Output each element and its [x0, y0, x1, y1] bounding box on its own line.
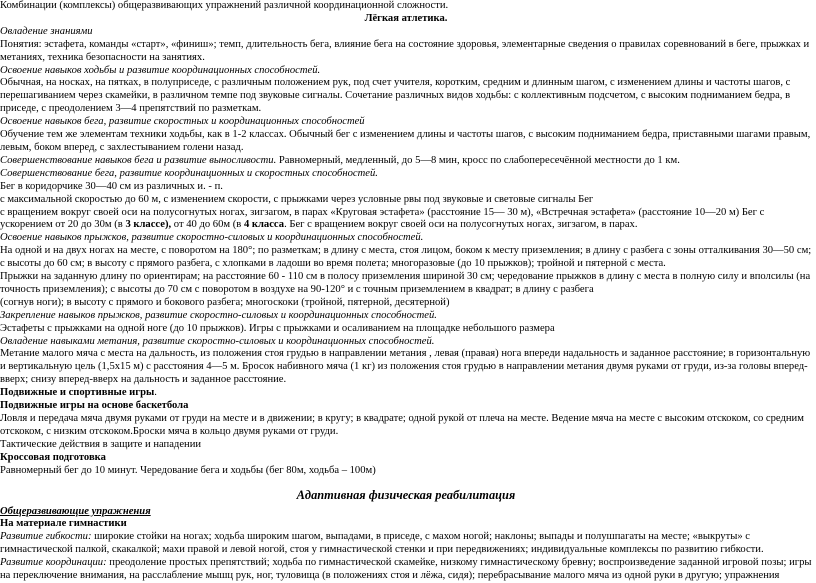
coord-label: Развитие координации: [0, 557, 107, 569]
flex-text: широкие стойки на ногах; ходьба широким шагом, выпадами, в приседе, с махом ногой; наклоны; выпады и полушпагаты на месте; «выкруты» с гимнастической палкой, скакалкой; махи правой и левой ногой, стоя у гимнастической стенки и при передвижениях; индивидуальные комплексы по развитию гибкости. [0, 531, 764, 556]
basketball-text-2: Тактические действия в защите и нападении [0, 438, 202, 450]
speed-line-1: Бег в коридорчике 30—40 см из различных и. - п. [0, 180, 223, 192]
cross-title: Кроссовая подготовка [0, 451, 106, 463]
endurance-text: Равномерный, медленный, до 5—8 мин, кросс по слабопересечённой местности до 1 км. [276, 154, 680, 166]
walking-label: Освоение навыков ходьбы и развитие координационных способностей. [0, 64, 321, 76]
throw-label: Овладение навыками метания, развитие скоростно-силовых и координационных способностей. [0, 335, 435, 347]
adaptive-title: Адаптивная физическая реабилитация [296, 487, 516, 502]
speed-bold-grade-3: 3 классе), [125, 219, 172, 231]
jump-text-3: (согнув ноги); в высоту с прямого и бокового разбега; многоскоки (тройной, пятерной, десятерной) [0, 296, 450, 308]
flex-label: Развитие гибкости: [0, 531, 92, 543]
cross-text: Равномерный бег до 10 минут. Чередование бега и ходьбы (бег 80м, ходьба – 100м) [0, 464, 376, 476]
jump-fix-label: Закрепление навыков прыжков, развитие скоростно-силовых и координационных способностей. [0, 309, 437, 321]
jump-label: Освоение навыков прыжков, развитие скоростно-силовых и координационных способностей. [0, 232, 424, 244]
basketball-title: Подвижные игры на основе баскетбола [0, 400, 189, 412]
speed-text-a: с вращением вокруг своей оси на полусогнутых ногах, зигзагом, в парах «Круговая эстафета» (расстояние 15— 30 м), «Встречная эстафета» (расстояние 10—20 м) Бег с ускорением от 20 до 30м (в [0, 206, 765, 231]
speed-bold-grade-4: 4 класса [243, 219, 285, 231]
games-title: Подвижные и спортивные игры [0, 387, 155, 399]
basketball-text-1: Ловля и передача мяча двумя руками от груди на месте и в движении; в кругу; в квадрате; одной рукой от плеча на месте. Ведение мяча на месте с высоким отскоком, со средним отскоком, с низким отскоком.Броски мяча в кольцо двумя руками от груди. [0, 413, 804, 437]
intro-line: Комбинации (комплексы) общеразвивающих упражнений различной координационной сложности. [0, 0, 449, 11]
walking-text: Обычная, на носках, на пятках, в полуприседе, с различным положением рук, под счет учителя, коротким, средним и длинным шагом, с изменением длины и частоты шагов, с перешагиванием через скамейки, в различном темпе под звуковые сигналы. Сочетание различных видов ходьбы: с коллективным подсчетом, с высоким подниманием бедра, в приседе, с преодолением 3—4 препятствий по разметкам. [0, 77, 791, 115]
games-title-tail: . [154, 387, 157, 399]
flex-paragraph [0, 531, 812, 557]
knowledge-label: Овладение знаниями [0, 25, 93, 37]
general-label: Общеразвивающие упражнения [0, 505, 151, 517]
speed-text-c: . Бег с вращением вокруг своей оси на полусогнутых ногах, зигзагом, в парах. [284, 219, 638, 231]
speed-line-2: с максимальной скоростью до 60 м, с изменением скорости, с прыжками через условные рвы под звуковые и световые сигналы Бег [0, 193, 594, 205]
knowledge-text: Понятия: эстафета, команды «старт», «финиш»; темп, длительность бега, влияние бега на состояние здоровья, элементарные сведения о правилах соревнований в беге, прыжках и метаниях, техника безопасности на занятиях. [0, 38, 810, 63]
throw-text: Метание малого мяча с места на дальность, из положения стоя грудью в направлении метания , левая (правая) нога впереди надальность и заданное расстояние; в горизонтальную и вертикальную цель (1,5х15 м) с расстояния 4—5 м. Бросок набивного мяча (1 кг) из положения стоя грудью в направлении метания двумя руками от груди, из-за головы вперед-вверх; снизу вперед-вверх на дальность и заданное расстояние. [0, 348, 811, 386]
running-label: Освоение навыков бега, развитие скоростных и координационных способностей [0, 116, 365, 128]
speed-label: Совершенствование бега, развитие координационных и скоростных способностей. [0, 167, 378, 179]
coord-text: преодоление простых препятствий; ходьба по гимнастической скамейке, низкому гимнастическому бревну; воспроизведение заданной игровой позы; игры на переключение внимания, на расслабление мышц рук, ног, туловища (в положениях стоя и лёжа, сидя); перебрасывание малого мяча из одной руки в другую; упражнения [0, 557, 812, 582]
games-heading [0, 387, 812, 400]
endurance-paragraph [0, 155, 812, 168]
jump-text-1: На одной и на двух ногах на месте, с поворотом на 180°; по разметкам; в длину с места, стоя лицом, боком к месту приземления; в длину с разбега с зоны отталкивания 30—50 см; с высоты до 60 см; в высоту с прямого разбега, с хлопками в ладоши во время полета; многоразовые (до 10 прыжков); тройной и пятерной с места. [0, 245, 812, 270]
jump-fix-text: Эстафеты с прыжками на одной ноге (до 10 прыжков). Игры с прыжками и осаливанием на площадке небольшого размера [0, 322, 555, 334]
speed-text-b: от 40 до 60м (в [171, 219, 244, 231]
gym-label: На материале гимнастики [0, 518, 127, 530]
coord-paragraph [0, 557, 812, 583]
endurance-label: Совершенствование навыков бега и развитие выносливости. [0, 154, 277, 166]
athletics-title: Лёгкая атлетика. [364, 12, 448, 24]
jump-text-2: Прыжки на заданную длину по ориентирам; на расстояние 60 - 110 см в полосу приземления шириной 30 см; чередование прыжков в длину с места в полную силу и вполсилы (на точность приземления); с высоты до 70 см с поворотом в воздухе на 90-120° и с точным приземлением в квадрат; в длину с разбега [0, 271, 811, 295]
running-text: Обучение тем же элементам техники ходьбы, как в 1-2 классах. Обычный бег с изменением длины и частоты шагов, с высоким подниманием бедра, приставными шагами правым, левым, боком вперед, с захлестыванием голени назад. [0, 129, 811, 153]
speed-paragraph [0, 207, 812, 233]
